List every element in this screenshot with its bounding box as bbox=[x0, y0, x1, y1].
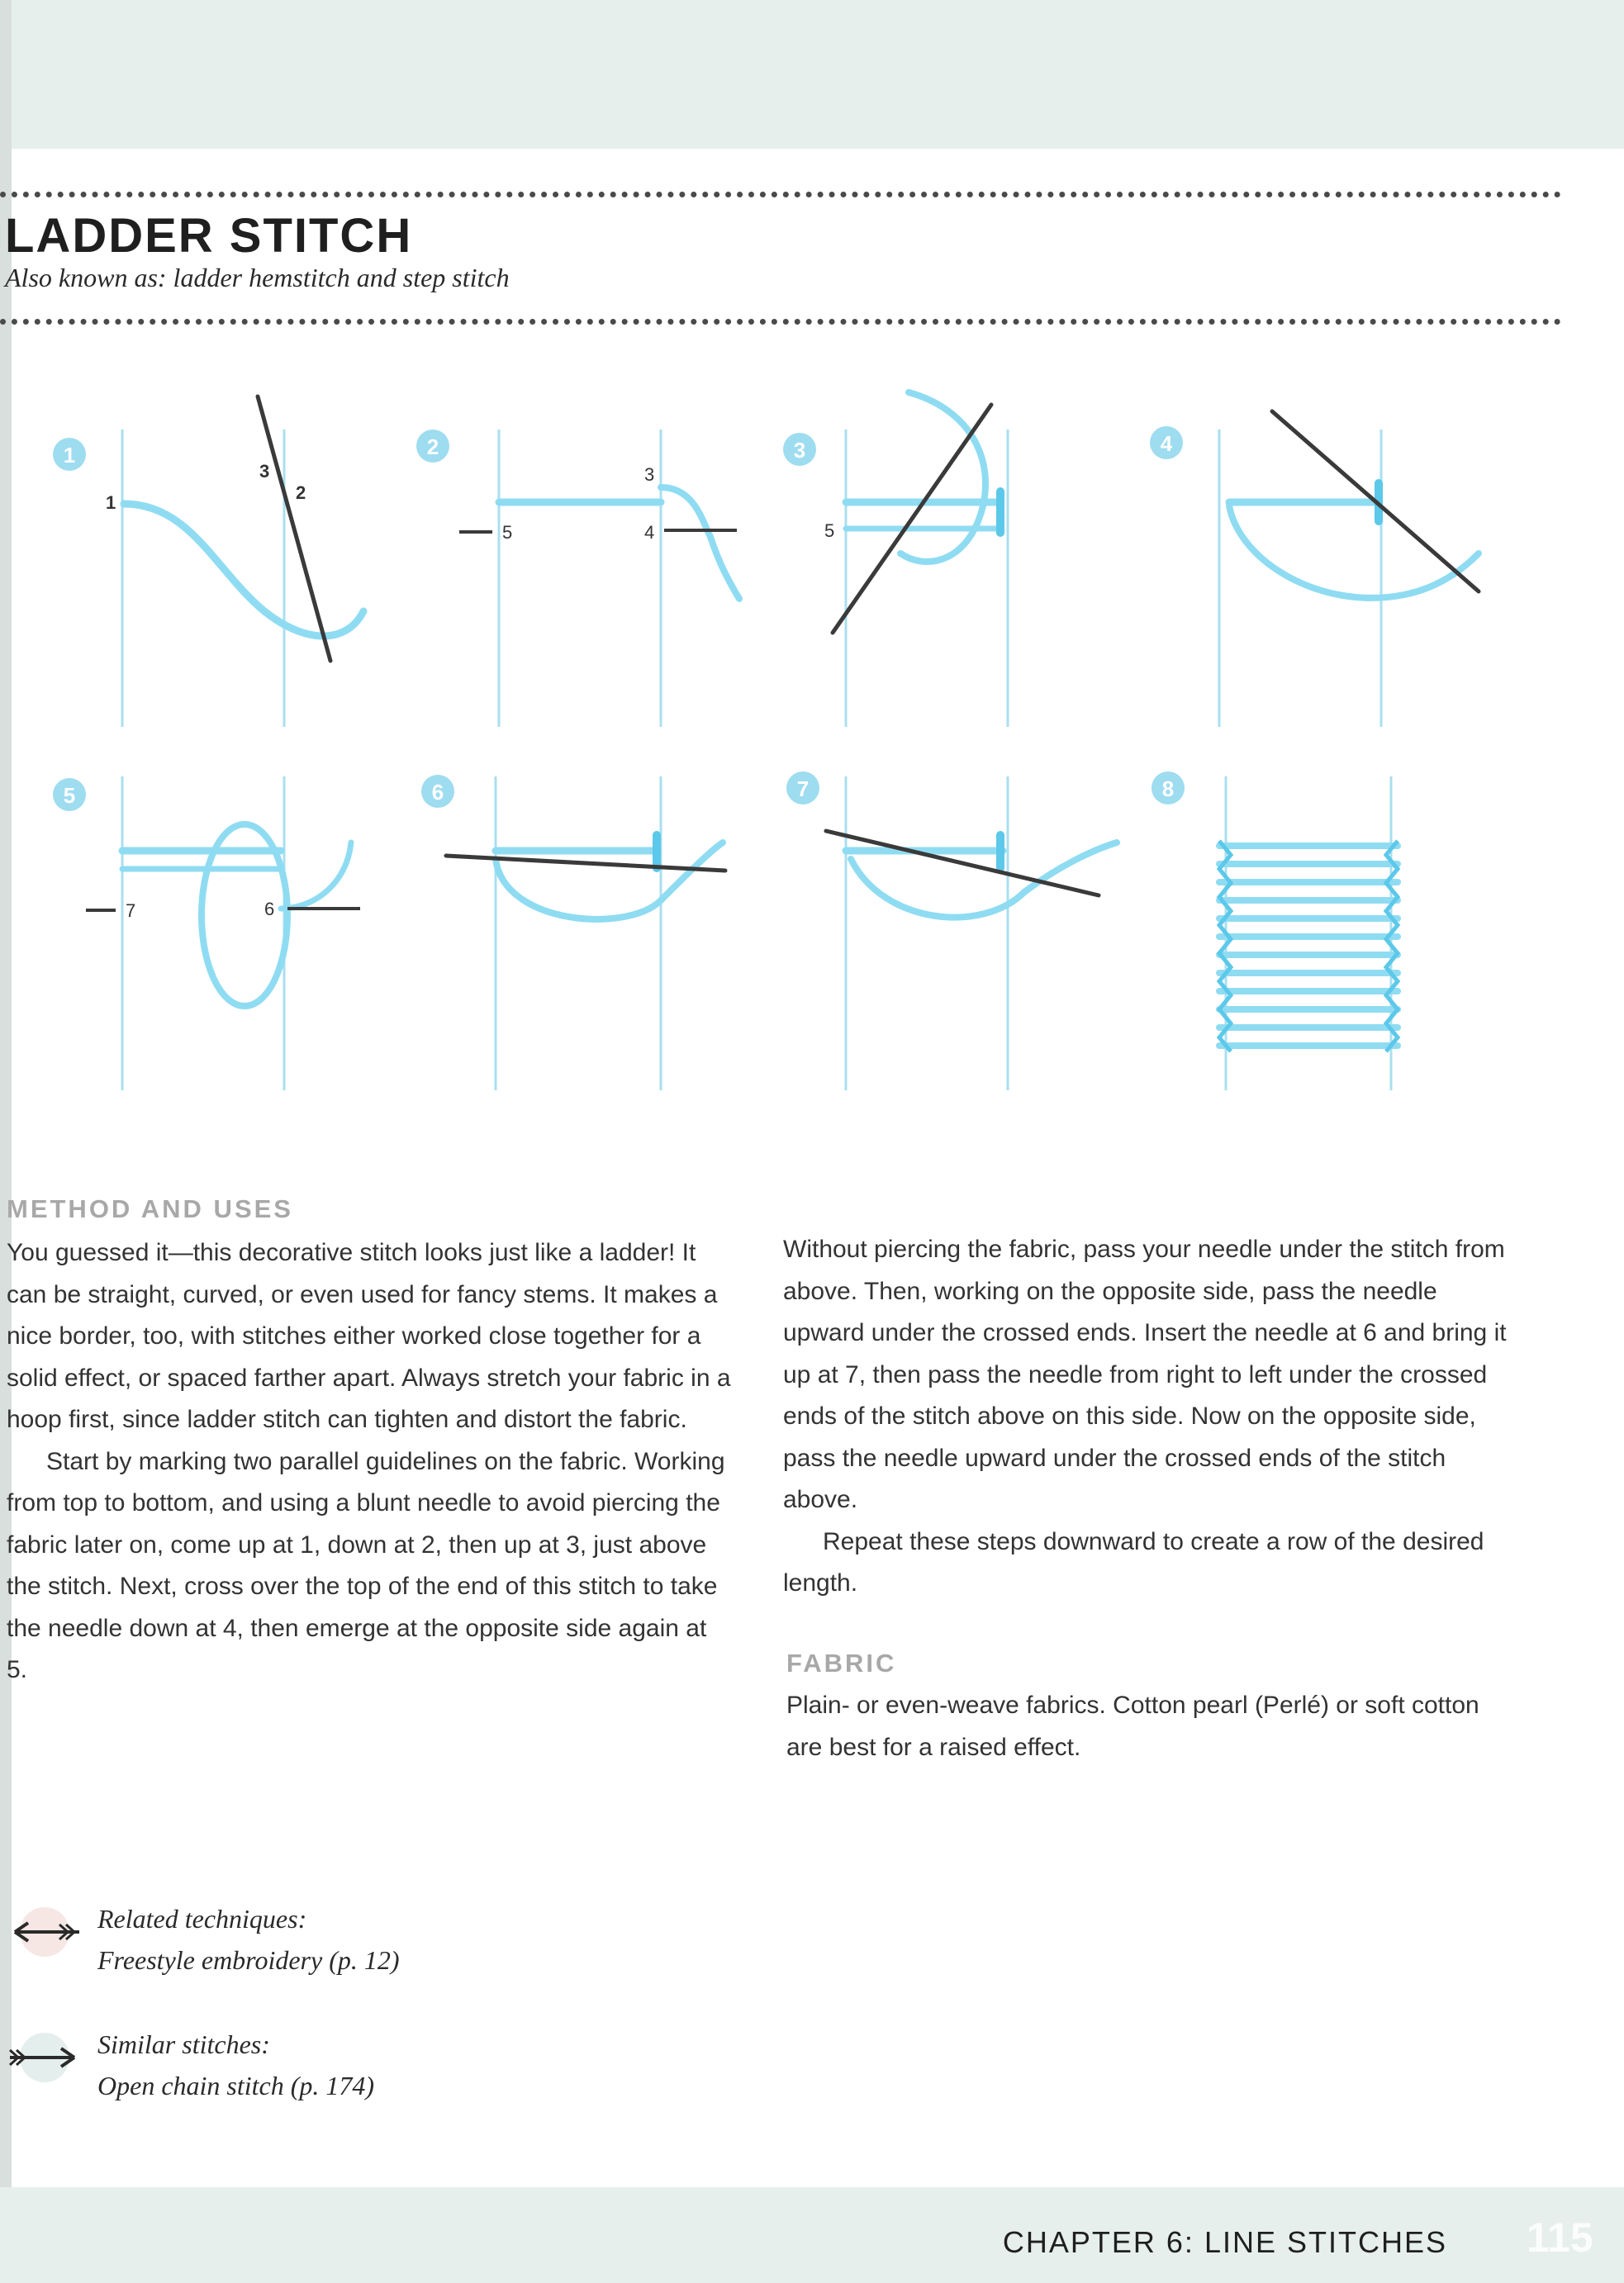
bottom-dotted-rule bbox=[0, 319, 1561, 325]
similar-stitches bbox=[97, 2024, 374, 2106]
arrow-left-icon bbox=[5, 1906, 84, 1958]
related-techniques bbox=[97, 1898, 400, 1981]
step-4-diagram bbox=[1150, 411, 1479, 727]
page-title: LADDER STITCH bbox=[5, 209, 413, 263]
point-label: 3 bbox=[644, 464, 655, 485]
step-7-diagram bbox=[786, 771, 1117, 1090]
chapter-title: CHAPTER 6: LINE STITCHES bbox=[1002, 2225, 1447, 2259]
step-2-diagram bbox=[416, 430, 739, 727]
step-number: 3 bbox=[793, 438, 806, 463]
point-label: 5 bbox=[824, 520, 835, 541]
arrow-right-icon bbox=[5, 2032, 84, 2083]
thread bbox=[661, 487, 739, 599]
step-number: 4 bbox=[1160, 431, 1173, 456]
step-5-diagram bbox=[53, 776, 360, 1090]
needle bbox=[446, 856, 725, 871]
point-label: 3 bbox=[259, 461, 270, 482]
step-number: 2 bbox=[426, 434, 439, 459]
method-paragraph: You guessed it—this decorative stitch looks just like a ladder! It can be straight, curved, or even used for fancy stems. It makes a nice border, too, with stitches either worked close together for a solid effect, or spaced farther apart. Always stretch your fabric in a hoop first, since ladder stitch can tighten and distort the fabric. bbox=[7, 1239, 731, 1433]
method-heading: METHOD AND USES bbox=[7, 1194, 293, 1223]
stitch-diagrams bbox=[0, 363, 1624, 1107]
page-number: 115 bbox=[1527, 2214, 1593, 2261]
ladder-rungs bbox=[1219, 846, 1398, 1046]
method-right-column bbox=[783, 1229, 1510, 1605]
similar-label: Similar stitches: bbox=[97, 2029, 270, 2059]
method-left-column bbox=[7, 1232, 734, 1692]
point-label: 2 bbox=[296, 482, 306, 503]
similar-link[interactable]: Open chain stitch (p. 174) bbox=[97, 2071, 375, 2100]
step-number: 5 bbox=[63, 783, 76, 808]
needle bbox=[833, 405, 991, 633]
step-6-diagram bbox=[421, 775, 725, 1090]
method-paragraph: Without piercing the fabric, pass your needle under the stitch from above. Then, working on the opposite side, pass the needle upward under the crossed ends. Insert the needle at 6 and bring it up at 7, then pass the needle from right to left under the crossed ends of the stitch above on this side. Now on the opposite side, pass the needle upward under the crossed ends of the stitch above. bbox=[783, 1236, 1507, 1513]
ladder-chevrons bbox=[1219, 841, 1398, 1051]
thread bbox=[1229, 505, 1479, 598]
point-label: 6 bbox=[264, 899, 275, 919]
step-1-diagram bbox=[53, 396, 363, 727]
page-top-band bbox=[0, 0, 1624, 149]
point-label: 7 bbox=[126, 900, 136, 921]
thread bbox=[281, 842, 351, 909]
point-label: 5 bbox=[502, 522, 513, 543]
top-dotted-rule bbox=[0, 192, 1561, 197]
method-paragraph: Start by marking two parallel guidelines on the fabric. Working from top to bottom, and using a blunt needle to avoid piercing the fabric later on, come up at 1, down at 2, then up at 3, just above the stitch. Next, cross over the top of the end of this stitch to take the needle down at 4, then emerge at the opposite side again at 5. bbox=[7, 1447, 725, 1683]
thread bbox=[124, 504, 363, 636]
related-link[interactable]: Freestyle embroidery (p. 12) bbox=[97, 1945, 400, 1975]
step-number: 8 bbox=[1161, 776, 1175, 801]
page-subtitle: Also known as: ladder hemstitch and step stitch bbox=[5, 263, 510, 292]
step-number: 7 bbox=[796, 776, 810, 801]
step-3-diagram bbox=[783, 392, 1008, 727]
point-label: 4 bbox=[644, 522, 655, 543]
point-label: 1 bbox=[106, 492, 116, 513]
step-number: 6 bbox=[431, 780, 444, 805]
step-8-diagram bbox=[1152, 771, 1398, 1090]
related-label: Related techniques: bbox=[97, 1904, 307, 1934]
fabric-heading: FABRIC bbox=[786, 1649, 897, 1678]
fabric-text: Plain- or even-weave fabrics. Cotton pearl (Perlé) or soft cotton are best for a raised effect. bbox=[786, 1692, 1479, 1761]
thread-knot bbox=[996, 831, 1004, 872]
thread-knot bbox=[996, 487, 1004, 537]
needle bbox=[258, 396, 330, 661]
method-paragraph: Repeat these steps downward to create a row of the desired length. bbox=[783, 1527, 1484, 1597]
step-number: 1 bbox=[63, 443, 76, 468]
